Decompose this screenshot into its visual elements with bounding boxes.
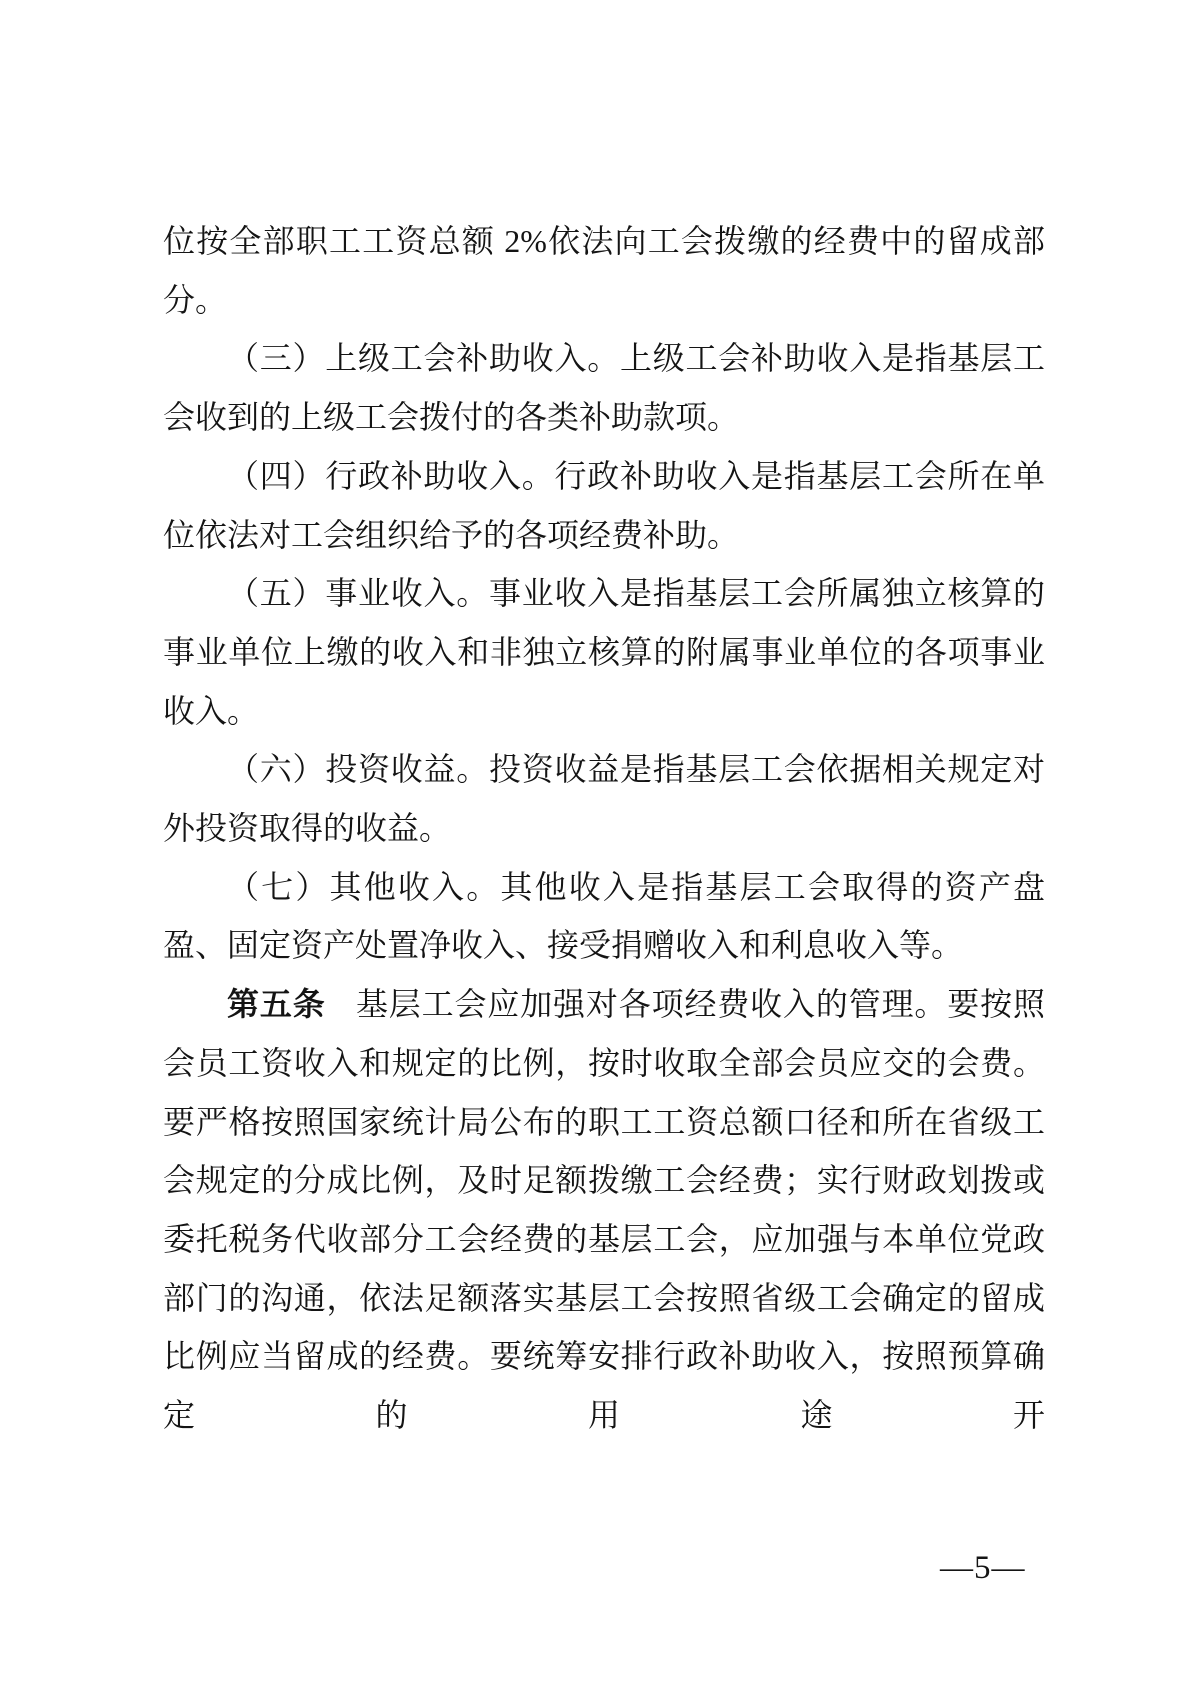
document-body — [163, 212, 1045, 1445]
article-heading: 第五条 — [227, 986, 326, 1023]
paragraph-item-5: （五）事业收入。事业收入是指基层工会所属独立核算的事业单位上缴的收入和非独立核算的附属事业单位的各项事业收入。 — [163, 575, 1045, 729]
paragraph-item-4: （四）行政补助收入。行政补助收入是指基层工会所在单位依法对工会组织给予的各项经费补助。 — [163, 457, 1045, 553]
paragraph-item-6: （六）投资收益。投资收益是指基层工会依据相关规定对外投资取得的收益。 — [163, 751, 1045, 847]
paragraph-item-3: （三）上级工会补助收入。上级工会补助收入是指基层工会收到的上级工会拨付的各类补助款项。 — [163, 340, 1045, 436]
paragraph-continued-from-previous-page: 位按全部职工工资总额 2%依法向工会拨缴的经费中的留成部分。 — [163, 223, 1045, 318]
article-body-text: 基层工会应加强对各项经费收入的管理。要按照会员工资收入和规定的比例，按时收取全部会员应交的会费。要严格按照国家统计局公布的职工工资总额口径和所在省级工会规定的分成比例，及时足额拨缴工会经费；实行财政划拨或委托税务代收部分工会经费的基层工会，应加强与本单位党政部门的沟通，依法足额落实基层工会按照省级工会确定的留成比例应当留成的经费。要统筹安排行政补助收入，按照预算确定的用途开 — [163, 986, 1045, 1434]
page-number: —5— — [940, 1550, 1026, 1586]
paragraph-item-7: （七）其他收入。其他收入是指基层工会取得的资产盘盈、固定资产处置净收入、接受捐赠收入和利息收入等。 — [163, 868, 1045, 964]
paragraph-article-5 — [163, 975, 1045, 1445]
